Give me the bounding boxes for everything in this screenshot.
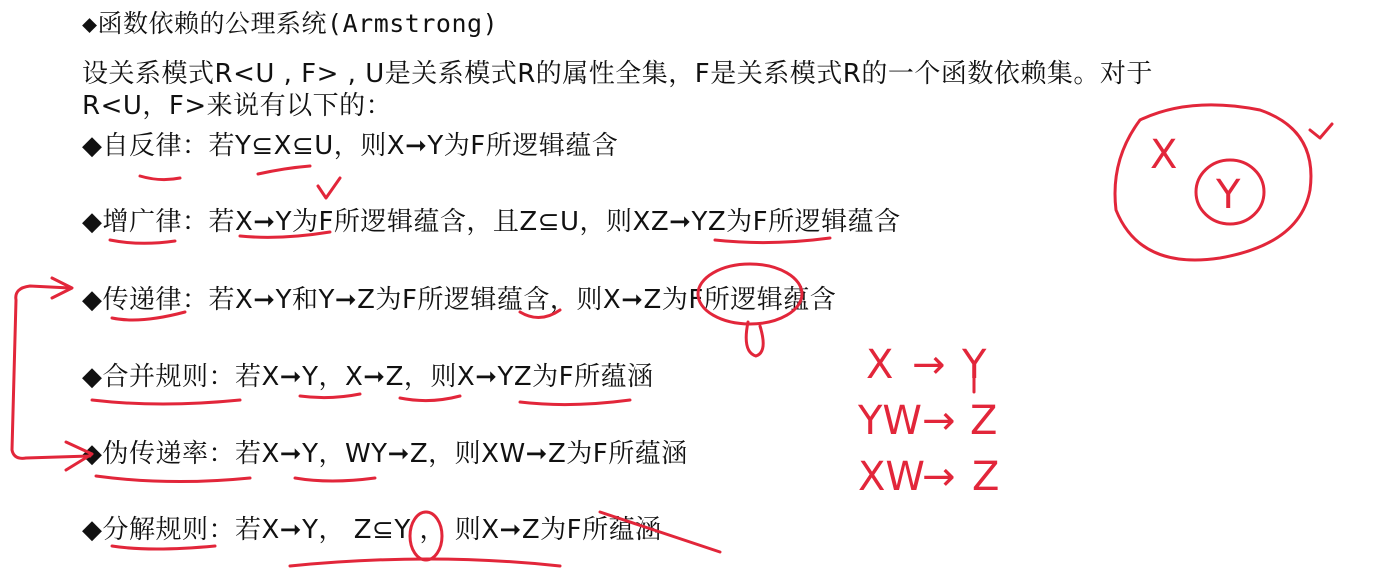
intro-line-1: 设关系模式R<U , F> , U是关系模式R的属性全集，F是关系模式R的一个函数依赖集。对于 <box>82 59 1153 89</box>
rule-augmentation: ◆增广律：若X➞Y为F所逻辑蕴含，且Z⊆U，则XZ➞YZ为F所逻辑蕴含 <box>82 207 901 237</box>
underline-union-term <box>92 400 240 404</box>
underline-reflexivity-term <box>140 176 180 180</box>
note-line1-lhs: X <box>866 342 894 388</box>
underline-pseudo-term <box>96 476 250 482</box>
underline-union-xy <box>300 394 360 398</box>
underline-reflexivity-premise <box>258 166 310 174</box>
arrow-head-top <box>52 278 72 298</box>
note-line1-rhs: Y <box>962 342 987 388</box>
underline-union-result <box>520 400 630 405</box>
venn-inner-circle <box>1196 160 1264 224</box>
underline-decomp-long <box>290 559 560 566</box>
note-line1-arrow: → <box>912 342 946 388</box>
check-mark-augmentation <box>318 178 340 198</box>
venn-outer-circle <box>1115 105 1311 260</box>
venn-inner-label: Y <box>1216 172 1241 218</box>
bracket-left <box>12 286 90 458</box>
underline-union-xz <box>400 396 460 401</box>
venn-outer-label: X <box>1150 132 1178 178</box>
note-line2-lhs: YW <box>858 398 922 444</box>
note-line2-arrow: → <box>922 398 956 444</box>
heading: ◆函数依赖的公理系统(Armstrong) <box>82 9 499 38</box>
note-line3-arrow: → <box>922 454 956 500</box>
note-line3-lhs: XW <box>858 454 925 500</box>
rule-pseudotransitivity: ◆伪传递率：若X➞Y，WY➞Z，则XW➞Z为F所蕴涵 <box>82 439 688 469</box>
underline-decomp-term <box>112 546 215 549</box>
rule-decomposition: ◆分解规则：若X➞Y， Z⊆Y ， 则X➞Z为F所蕴涵 <box>82 515 662 545</box>
note-line3-rhs: Z <box>972 454 1000 500</box>
check-mark-venn <box>1310 124 1332 138</box>
rule-reflexivity: ◆自反律：若Y⊆X⊆U，则X➞Y为F所逻辑蕴含 <box>82 131 619 161</box>
underline-pseudo-xy <box>295 478 375 481</box>
note-line2-rhs: Z <box>970 398 998 444</box>
rule-transitivity: ◆传递律：若X➞Y和Y➞Z为F所逻辑蕴含，则X➞Z为F所逻辑蕴含 <box>82 285 837 315</box>
loop-transitivity <box>746 322 763 356</box>
underline-augmentation-result <box>715 238 830 243</box>
underline-augmentation-term <box>110 240 175 243</box>
rule-union: ◆合并规则：若X➞Y，X➞Z，则X➞YZ为F所蕴涵 <box>82 362 654 392</box>
intro-line-2: R<U，F>来说有以下的： <box>82 91 393 121</box>
